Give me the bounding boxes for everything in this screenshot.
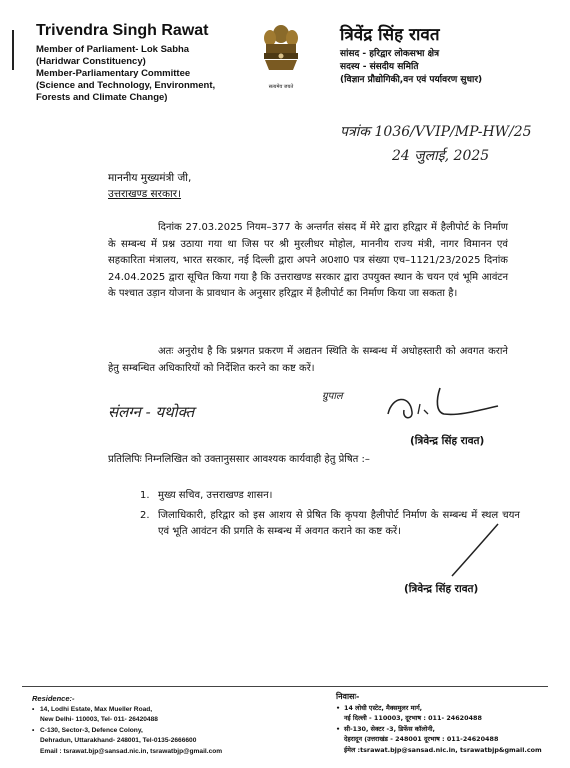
header-hindi-details: [340, 48, 482, 87]
copy-item-text: जिलाधिकारी, हरिद्वार को इस आशय से प्रेषित कि कृपया हैलीपोर्ट निर्माण के सम्बन्ध में स्थल चयन एवं भूति आवंटन की प्रगति के सम्बन्ध में अवगत कराने का कष्ट करें।: [158, 509, 520, 537]
header-en-line: (Haridwar Constituency): [36, 56, 146, 67]
emblem-motto: सत्यमेव जयते: [268, 84, 294, 90]
footer-en-line: New Delhi- 110003, Tel- 011- 26420488: [40, 716, 158, 723]
addressee-office: उत्तराखण्ड सरकार।: [108, 188, 182, 200]
footer-en-line: • C-130, Sector-3, Defence Colony,: [32, 726, 302, 737]
footer-hi-line: नई दिल्ली - 110003, दूरभाष : 011- 24620488: [344, 714, 482, 722]
copy-item-text: मुख्य सचिव, उत्तराखण्ड शासन।: [158, 490, 273, 501]
enclosure-note: संलग्न - यथोक्त: [108, 403, 195, 421]
footer-english: [32, 694, 302, 757]
copy-item-number: 2.: [140, 509, 150, 521]
lion-capital-icon: [261, 20, 301, 78]
footer-hi-line: देहरादून (उत्तराखंड - 248001 दूरभाष : 011-24620488: [344, 735, 499, 743]
header-rule: [12, 30, 14, 70]
header-en-line: (Science and Technology, Environment,: [36, 80, 216, 91]
letter-reference-number: पत्रांक 1036/VVIP/MP-HW/25: [340, 124, 532, 140]
mp-name-hindi: त्रिवेंद्र सिंह रावत: [340, 25, 440, 45]
signatory-name-2: (त्रिवेन्द्र सिंह रावत): [404, 583, 479, 595]
footer-hi-line: • सी-130, सेक्टर -3, डिफेंस कॉलोनी,: [336, 724, 435, 733]
footer-en-heading: Residence:-: [32, 694, 75, 703]
footer-hindi: [336, 692, 560, 755]
national-emblem: [258, 20, 304, 92]
signature-mark: [380, 384, 510, 424]
header-hi-line: (विज्ञान प्रौद्योगिकी,वन एवं पर्यावरण सुधार): [340, 75, 483, 85]
bullet-icon: •: [32, 705, 35, 713]
bullet-icon: •: [32, 726, 35, 734]
header-hi-line: सांसद - हरिद्वार लोकसभा क्षेत्र: [340, 49, 440, 59]
footer-hi-email: ईमेल :tsrawat.bjp@sansad.nic.in, tsrawatbjp&gmail.com: [344, 745, 542, 754]
footer-en-email: Email : tsrawat.bjp@sansad.nic.in, tsrawatbjp@gmail.com: [40, 747, 223, 755]
header-english-details: [36, 44, 215, 104]
signature-mark-2: [440, 520, 510, 580]
header-hi-line: सदस्य - संसदीय समिति: [340, 62, 419, 72]
letter-date: 24 जुलाई, 2025: [392, 148, 490, 164]
copy-list-item: [140, 488, 520, 505]
footer-en-line: • 14, Lodhi Estate, Max Mueller Road,: [32, 705, 302, 716]
header-en-line: Forests and Climate Change): [36, 92, 168, 103]
header-en-line: Member-Parliamentary Committee: [36, 68, 191, 79]
signatory-name: (त्रिवेन्द्र सिंह रावत): [410, 435, 485, 447]
addressee-block: [108, 170, 191, 202]
footer-hi-heading: निवासः-: [336, 692, 360, 701]
addressee-title: माननीय मुख्यमंत्री जी,: [108, 172, 192, 184]
signature-scribble-text: ग्रुपाल: [322, 391, 343, 402]
letter-paragraph-1: दिनांक 27.03.2025 नियम–377 के अन्तर्गत संसद में मेरे द्वारा हरिद्वार में हैलीपोर्ट के निर्माण के सम्बन्ध में प्रश्न उठाया गया था जिस पर श्री मुरलीधर मोहोल, माननीय राज्य मंत्री, नागर विमानन एवं सहकारिता मंत्रालय, भारत सरकार, नई दिल्ली द्वारा अपने अ0शा0 पत्र संख्या एच–1121/23/2025 दिनांक 24.04.2025 द्वारा सूचित किया गया है कि उत्तराखण्ड सरकार द्वारा उपयुक्त स्थान के चयन एवं भूमि आवंटन के पश्चात उड़ान योजना के प्रावधान के अनुसार हरिद्वार में हैलीपोर्ट का निर्माण किया जा सकता है।: [108, 222, 508, 299]
mp-name-english: Trivendra Singh Rawat: [36, 22, 209, 39]
footer-hi-line: • 14 लोधी एस्टेट, मैक्समुलर मार्ग,: [336, 703, 423, 712]
bullet-icon: •: [336, 724, 341, 733]
header-en-line: Member of Parliament- Lok Sabha: [36, 44, 190, 55]
letter-paragraph-2: अतः अनुरोध है कि प्रश्नगत प्रकरण में अद्यतन स्थिति के सम्बन्ध में अधोहस्तारी को अवगत कराने हेतु सम्बन्धित अधिकारियों को निर्देशित करने का कष्ट करें।: [108, 346, 508, 374]
copy-intro: प्रतिलिपिः निम्नलिखित को उक्तानुससार आवश्यक कार्यवाही हेतु प्रेषित :–: [108, 454, 370, 465]
copy-item-number: 1.: [140, 490, 150, 501]
footer-divider: [22, 686, 548, 687]
footer-en-line: Dehradun, Uttarakhand- 248001, Tel-0135-2666600: [40, 737, 197, 744]
bullet-icon: •: [336, 703, 341, 712]
